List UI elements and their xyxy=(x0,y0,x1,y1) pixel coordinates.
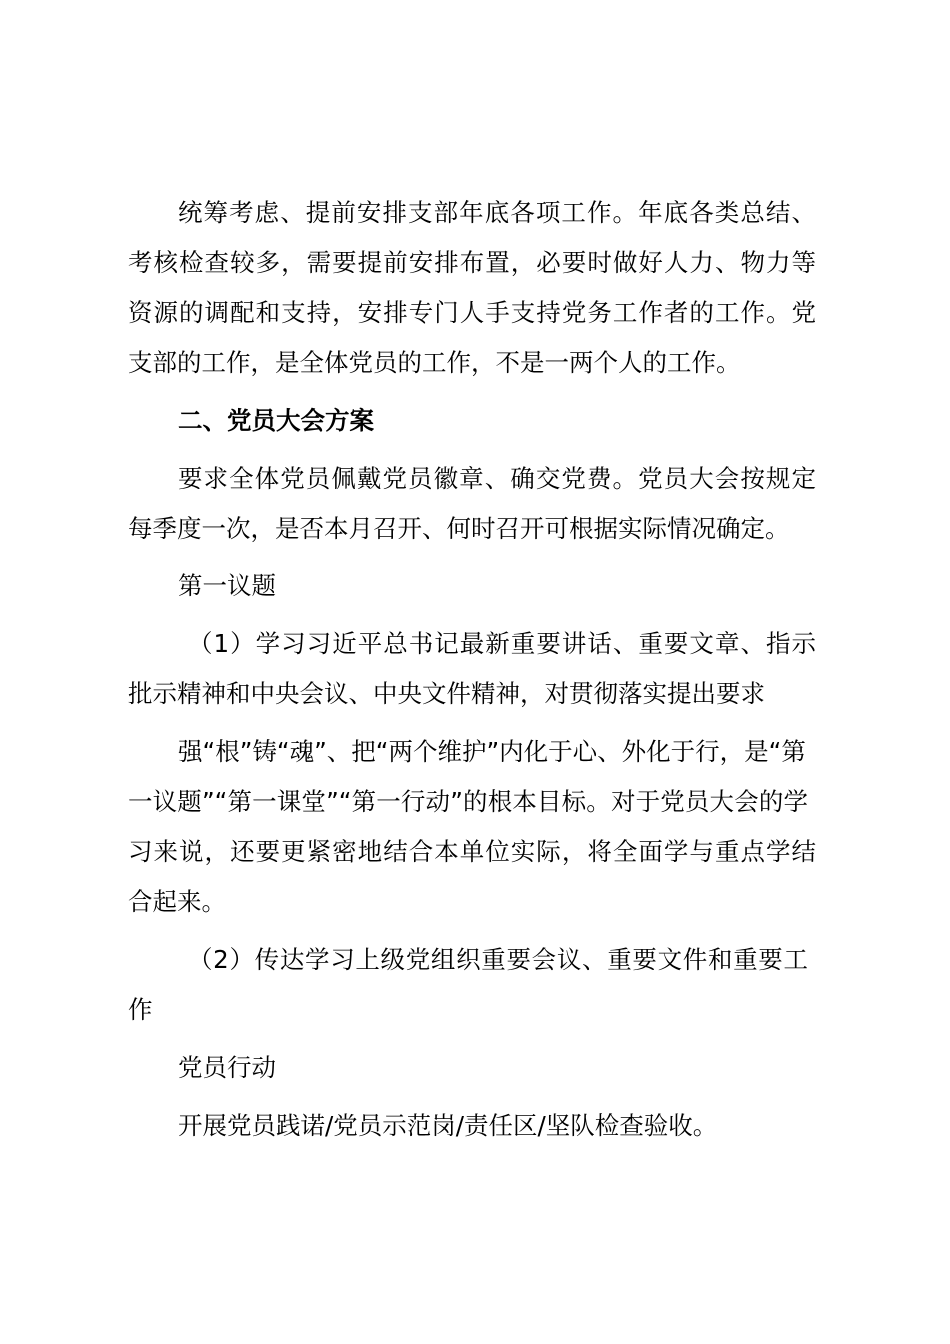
item-1-line-2: 批示精神和中央会议、中央文件精神，对贯彻落实提出要求 xyxy=(128,679,765,708)
item-2-line-2: 作 xyxy=(128,995,153,1024)
paragraph-3-line-4: 合起来。 xyxy=(128,887,226,916)
paragraph-2-line-1: 要求全体党员佩戴党员徽章、确交党费。党员大会按规定 xyxy=(178,464,816,493)
paragraph-1-line-1: 统筹考虑、提前安排支部年底各项工作。年底各类总结、 xyxy=(178,198,816,227)
paragraph-1-line-4: 支部的工作，是全体党员的工作，不是一两个人的工作。 xyxy=(128,348,741,377)
subheading-party-action: 党员行动 xyxy=(178,1053,276,1082)
paragraph-2-line-2: 每季度一次，是否本月召开、何时召开可根据实际情况确定。 xyxy=(128,514,790,543)
paragraph-4: 开展党员践诺/党员示范岗/责任区/坚队检查验收。 xyxy=(178,1111,718,1140)
item-1-line-1: （1）学习习近平总书记最新重要讲话、重要文章、指示 xyxy=(188,629,816,658)
subheading-first-topic: 第一议题 xyxy=(178,571,276,600)
item-2-line-1: （2）传达学习上级党组织重要会议、重要文件和重要工 xyxy=(188,945,808,974)
paragraph-3-line-2: 一议题”“第一课堂”“第一行动”的根本目标。对于党员大会的学 xyxy=(128,787,808,816)
paragraph-1-line-3: 资源的调配和支持，安排专门人手支持党务工作者的工作。党 xyxy=(128,298,816,327)
paragraph-3-line-3: 习来说，还要更紧密地结合本单位实际，将全面学与重点学结 xyxy=(128,837,816,866)
section-heading: 二、党员大会方案 xyxy=(178,406,374,435)
paragraph-3-line-1: 强“根”铸“魂”、把“两个维护”内化于心、外化于行，是“第 xyxy=(178,737,806,766)
paragraph-1-line-2: 考核检查较多，需要提前安排布置，必要时做好人力、物力等 xyxy=(128,248,816,277)
